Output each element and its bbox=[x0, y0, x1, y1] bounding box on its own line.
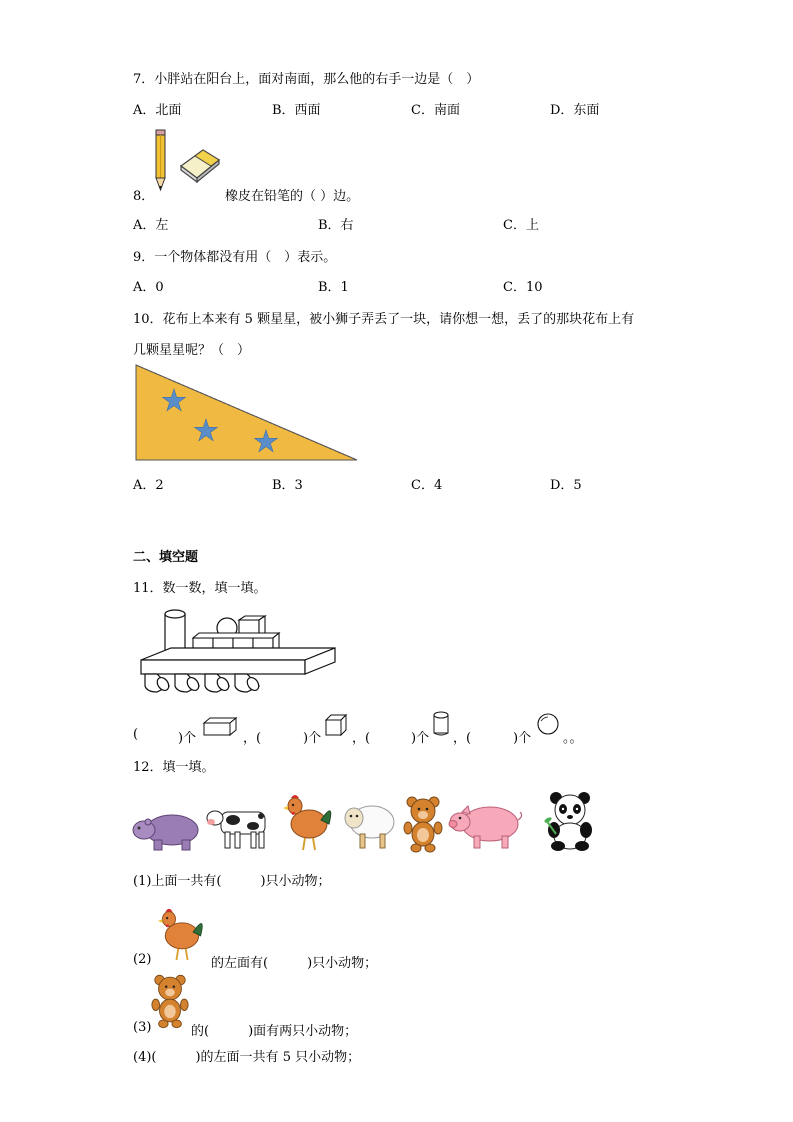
q8-text: 橡皮在铅笔的（ ）边。 bbox=[225, 189, 360, 204]
cube-icon bbox=[325, 714, 347, 736]
q12-sub2-text: 的左面有( )只小动物； bbox=[211, 956, 378, 971]
q9-option-b[interactable]: B．1 bbox=[318, 280, 349, 295]
sphere-icon bbox=[536, 712, 560, 736]
q8-option-a[interactable]: A．左 bbox=[133, 218, 169, 233]
q11-blank-open-4: ，( bbox=[453, 731, 472, 746]
section-title: 二、填空题 bbox=[133, 550, 199, 565]
q7-text: 7．小胖站在阳台上，面对南面，那么他的右手一边是（ ） bbox=[133, 72, 480, 87]
q10-line1: 10．花布上本来有 5 颗星星，被小狮子弄丢了一块，请你想一想，丢了的那块花布上有 bbox=[133, 312, 635, 327]
q10-line2: 几颗星星呢？（ ） bbox=[133, 343, 251, 358]
q8-number: 8． bbox=[133, 189, 155, 204]
q11-blank-close-2: )个 bbox=[303, 731, 322, 746]
cuboid-icon bbox=[203, 716, 237, 736]
q7-option-c[interactable]: C．南面 bbox=[411, 103, 460, 118]
cylinder-icon bbox=[433, 711, 449, 737]
q12-sub3-text: 的( )面有两只小动物； bbox=[191, 1024, 358, 1039]
q12-sub3-prefix: (3) bbox=[133, 1020, 152, 1035]
q10-option-d[interactable]: D．5 bbox=[550, 478, 582, 493]
q9-text: 9．一个物体都没有用（ ）表示。 bbox=[133, 250, 337, 265]
train-blocks-figure bbox=[135, 606, 345, 702]
panda-icon bbox=[542, 790, 598, 852]
q11-blank-open-3: ，( bbox=[352, 731, 371, 746]
rooster-icon bbox=[281, 790, 337, 852]
cow-icon bbox=[205, 802, 271, 852]
eraser-icon bbox=[177, 144, 223, 184]
q10-option-a[interactable]: A．2 bbox=[133, 478, 164, 493]
q11-blank-close-4: )个 bbox=[513, 731, 532, 746]
pig-icon bbox=[448, 800, 524, 852]
q8-option-c[interactable]: C．上 bbox=[503, 218, 539, 233]
q10-option-b[interactable]: B．3 bbox=[272, 478, 303, 493]
bear-icon bbox=[402, 794, 444, 854]
q11-end-punctuation: 。。 bbox=[563, 731, 583, 746]
rooster-icon bbox=[156, 902, 208, 964]
q12-sub2-prefix: (2) bbox=[133, 952, 152, 967]
bear-icon bbox=[150, 972, 190, 1030]
pencil-icon bbox=[153, 128, 169, 194]
q8-option-b[interactable]: B．右 bbox=[318, 218, 354, 233]
q11-blank-open-2: ，( bbox=[243, 731, 262, 746]
q9-option-a[interactable]: A．0 bbox=[133, 280, 164, 295]
q11-blank-open-1: ( bbox=[133, 727, 139, 742]
q12-text: 12．填一填。 bbox=[133, 760, 215, 775]
sheep-icon bbox=[342, 798, 398, 852]
q12-sub1: (1)上面一共有( )只小动物； bbox=[133, 874, 331, 889]
q10-option-c[interactable]: C．4 bbox=[411, 478, 443, 493]
q7-option-d[interactable]: D．东面 bbox=[550, 103, 600, 118]
q9-option-c[interactable]: C．10 bbox=[503, 280, 543, 295]
q7-option-a[interactable]: A．北面 bbox=[133, 103, 182, 118]
q12-sub4: (4)( )的左面一共有 5 只小动物； bbox=[133, 1050, 361, 1065]
q11-blank-close-3: )个 bbox=[411, 731, 430, 746]
q11-text: 11．数一数，填一填。 bbox=[133, 581, 267, 596]
q11-blank-close-1: )个 bbox=[178, 731, 197, 746]
hippo-icon bbox=[132, 808, 202, 852]
q7-option-b[interactable]: B．西面 bbox=[272, 103, 321, 118]
cloth-triangle-figure bbox=[135, 364, 360, 462]
